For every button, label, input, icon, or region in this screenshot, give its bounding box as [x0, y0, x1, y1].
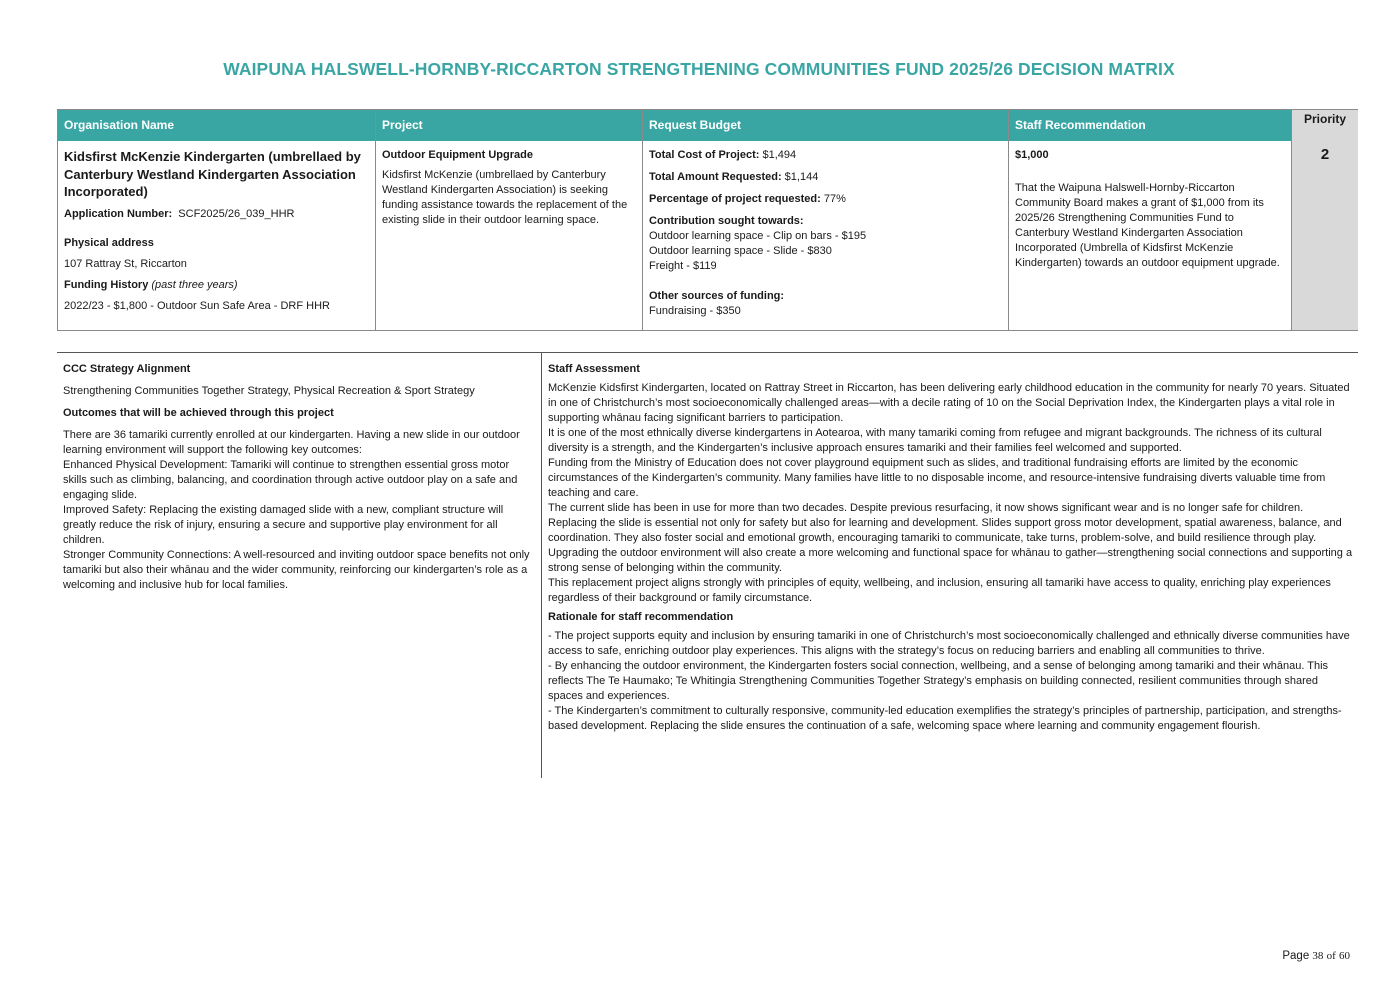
staff-rec-cell [1015, 148, 1285, 277]
contribution-item: Freight - $119 [649, 260, 717, 272]
page-current: 38 [1312, 950, 1324, 962]
budget-cell [649, 148, 1002, 319]
budget-column [643, 110, 1009, 330]
funding-history-label: Funding History [64, 278, 149, 291]
outcome-paragraph: Improved Safety: Replacing the existing damaged slide with a new, compliant structure will greatly reduce the risk of injury, ensuring a secure and supportive play environment for all children. [63, 504, 504, 546]
page-total: 60 [1339, 950, 1350, 962]
assessment-paragraph: Funding from the Ministry of Education does not cover playground equipment such as slides, and traditional fundraising efforts are limited by the economic circumstances of the Kindergarten’s community. Many families have little to no disposable income, and resource-intensive fundraising diverts valuable time from teaching and care. [548, 457, 1326, 499]
staff-assessment-heading: Staff Assessment [548, 363, 640, 375]
other-funding-item: Fundraising - $350 [649, 305, 741, 317]
project-cell [382, 148, 636, 234]
contribution-label: Contribution sought towards: [649, 215, 804, 227]
rationale-heading: Rationale for staff recommendation [548, 611, 734, 623]
org-column [58, 110, 376, 330]
outcome-paragraph: There are 36 tamariki currently enrolled at our kindergarten. Having a new slide in our outdoor learning environment will support the following key outcomes: [63, 429, 520, 456]
amount-requested-label: Total Amount Requested: [649, 171, 782, 183]
project-title: Outdoor Equipment Upgrade [382, 149, 533, 161]
priority-value: 2 [1320, 146, 1330, 163]
total-cost-label: Total Cost of Project: [649, 149, 760, 161]
assessment-paragraph: Upgrading the outdoor environment will also create a more welcoming and functional space for whānau to gather—strengthening social connections and supporting a strong sense of belonging within the community. [548, 547, 1353, 574]
org-name: Kidsfirst McKenzie Kindergarten (umbrellaed by Canterbury Westland Kindergarten Association Incorporated) [64, 149, 361, 199]
funding-history-item: 2022/23 - $1,800 - Outdoor Sun Safe Area - DRF HHR [64, 299, 330, 312]
percentage-value: 77% [823, 193, 846, 205]
contribution-item: Outdoor learning space - Clip on bars - $195 [649, 230, 867, 242]
application-number: SCF2025/26_039_HHR [178, 207, 295, 220]
project-column [376, 110, 643, 330]
outcome-paragraph: Stronger Community Connections: A well-resourced and inviting outdoor space benefits not only tamariki but also their whānau and the wider community, reinforcing our kindergarten’s role as a welcoming and inclusive hub for local families. [63, 549, 530, 591]
priority-header-label: Priority [1303, 112, 1346, 126]
rationale-item: - By enhancing the outdoor environment, the Kindergarten fosters social connection, wellbeing, and a sense of belonging among tamariki and their whānau. This reflects The Te Haumako; Te Whitingia Strengthening Communities Together Strategy’s emphasis on building connected, resilient communities through shared spaces and experiences. [548, 660, 1329, 702]
project-header-label: Project [382, 118, 423, 132]
total-cost-value: $1,494 [762, 149, 797, 161]
column-divider [541, 353, 542, 778]
funding-history-note: (past three years) [151, 278, 238, 291]
staff-rec-column [1009, 110, 1292, 330]
assessment-paragraph: This replacement project aligns strongly with principles of equity, wellbeing, and inclusion, ensuring all tamariki have access to quality, enriching play experiences regardless of their background or family circumstance. [548, 577, 1331, 604]
strategy-list: Strengthening Communities Together Strategy, Physical Recreation & Sport Strategy [63, 385, 475, 397]
org-cell [64, 148, 369, 320]
outcomes-heading: Outcomes that will be achieved through this project [63, 407, 334, 419]
org-header-label: Organisation Name [64, 118, 175, 132]
strategy-alignment-section [63, 362, 533, 593]
application-number-label: Application Number: [64, 207, 173, 220]
page-label: Page [1282, 950, 1310, 962]
contribution-item: Outdoor learning space - Slide - $830 [649, 245, 832, 257]
section-divider [57, 352, 1358, 353]
project-description: Kidsfirst McKenzie (umbrellaed by Canterbury Westland Kindergarten Association) is seeking funding assistance towards the replacement of the existing slide in their outdoor learning space. [382, 169, 628, 226]
org-header [58, 110, 375, 141]
assessment-paragraph: McKenzie Kidsfirst Kindergarten, located on Rattray Street in Riccarton, has been delivering early childhood education in the community for nearly 70 years. Situated in one of Christchurch’s most socioeconomically challenged areas—with a decile rating of 10 on the Social Deprivation Index, the Kindergarten plays a vital role in supporting whānau facing significant barriers to participation. [548, 382, 1350, 424]
page-title: WAIPUNA HALSWELL-HORNBY-RICCARTON STRENGTHENING COMMUNITIES FUND 2025/26 DECISION MATRIX [223, 59, 1175, 79]
rationale-item: - The Kindergarten’s commitment to culturally responsive, community-led education exemplifies the strategy’s principles of partnership, participation, and strengths-based development. Replacing the slide ensures the continuation of a safe, welcoming space where learning and community engagement flourish. [548, 705, 1342, 732]
strategy-alignment-heading: CCC Strategy Alignment [63, 363, 191, 375]
page-number [1282, 950, 1350, 962]
outcome-paragraph: Enhanced Physical Development: Tamariki will continue to strengthen essential gross motor skills such as climbing, balancing, and coordination through active outdoor play on a safe and engaging slide. [63, 459, 518, 501]
page-of: of [1326, 950, 1336, 962]
decision-matrix-table [57, 109, 1358, 331]
staff-rec-amount: $1,000 [1015, 149, 1049, 161]
assessment-paragraph: It is one of the most ethnically diverse kindergartens in Aotearoa, with many tamariki coming from refugee and migrant backgrounds. The richness of its cultural diversity is a strength, and the Kindergarten’s inclusive approach ensures tamariki and their families feel welcomed and supported. [548, 427, 1322, 454]
project-header [376, 110, 642, 141]
staff-assessment-section [548, 362, 1353, 734]
address-label: Physical address [64, 236, 154, 249]
budget-header [643, 110, 1008, 141]
staff-rec-header-label: Staff Recommendation [1015, 118, 1146, 132]
amount-requested-value: $1,144 [784, 171, 819, 183]
percentage-label: Percentage of project requested: [649, 193, 821, 205]
other-funding-label: Other sources of funding: [649, 290, 785, 302]
staff-rec-header [1009, 110, 1291, 141]
rationale-item: - The project supports equity and inclusion by ensuring tamariki in one of Christchurch’s most socioeconomically challenged and ethnically diverse communities have access to safe, enriching outdoor play experiences. This aligns with the strategy’s focus on reducing barriers and enabling all communities to thrive. [548, 630, 1350, 657]
priority-column [1292, 110, 1358, 330]
staff-rec-text: That the Waipuna Halswell-Hornby-Riccarton Community Board makes a grant of $1,000 from its 2025/26 Strengthening Communities Fund to Canterbury Westland Kindergarten Association Incorporated (Umbrella of Kidsfirst McKenzie Kindergarten) towards an outdoor equipment upgrade. [1015, 182, 1280, 269]
budget-header-label: Request Budget [649, 118, 742, 132]
assessment-paragraph: The current slide has been in use for more than two decades. Despite previous resurfacing, it now shows significant wear and is no longer safe for children. Replacing the slide is essential not only for safety but also for learning and development. Slides support gross motor development, spatial awareness, balance, and coordination. They also foster social and emotional growth, encouraging tamariki to communicate, take turns, problem-solve, and build resilience through play. [548, 502, 1342, 544]
address-value: 107 Rattray St, Riccarton [64, 257, 187, 270]
